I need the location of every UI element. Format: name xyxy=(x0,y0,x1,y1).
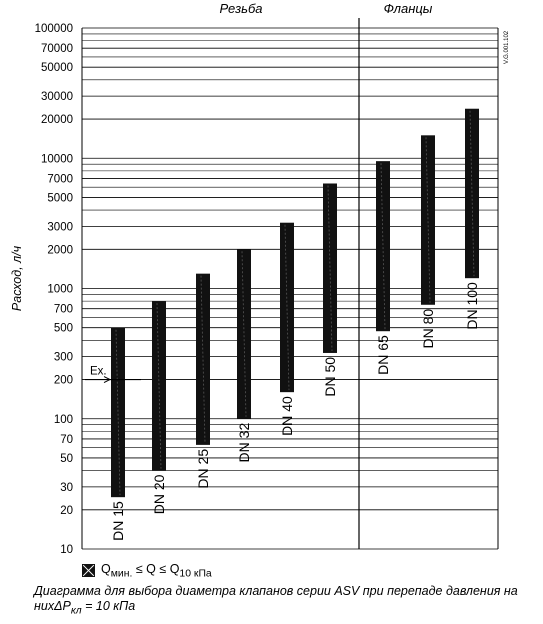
group-header-flange: Фланцы xyxy=(383,1,433,16)
y-tick-label: 500 xyxy=(53,322,73,335)
y-tick-label: 5000 xyxy=(47,192,73,205)
y-tick-label: 50000 xyxy=(41,62,73,75)
caption-delta-sub: кл xyxy=(70,605,82,617)
y-tick-label: 3000 xyxy=(47,221,73,234)
caption-delta: ΔP xyxy=(54,599,71,613)
category-label: DN 40 xyxy=(279,396,295,436)
y-tick-label: 100000 xyxy=(34,23,73,35)
category-label: DN 15 xyxy=(110,501,126,541)
category-label: DN 20 xyxy=(151,474,167,515)
range-bar xyxy=(196,274,210,445)
y-axis-label: Расход, л/ч xyxy=(10,245,24,312)
caption-text: Диаграмма для выбора диаметра клапанов серии ASV при перепаде давления на них xyxy=(34,584,518,613)
range-bar xyxy=(152,301,166,470)
category-label: DN 50 xyxy=(322,356,338,397)
y-tick-label: 20000 xyxy=(41,114,73,127)
y-tick-label: 700 xyxy=(53,303,73,316)
legend-text xyxy=(101,562,212,580)
legend-relation: ≤ Q ≤ xyxy=(132,562,170,576)
legend-swatch xyxy=(82,564,95,577)
y-tick-label: 70000 xyxy=(41,43,73,56)
range-bar xyxy=(111,328,125,497)
legend-q-min-sub: мин. xyxy=(110,568,133,580)
example-label: Ex. xyxy=(90,365,107,378)
document-code: V.G.001.102 xyxy=(504,30,510,64)
y-tick-label: 30000 xyxy=(41,91,73,104)
range-bar xyxy=(323,183,337,352)
range-bar xyxy=(421,135,435,304)
chart-caption xyxy=(34,584,534,619)
category-label: DN 100 xyxy=(464,282,480,330)
y-tick-label: 70 xyxy=(60,433,73,446)
y-tick-label: 7000 xyxy=(47,173,73,186)
range-bar xyxy=(237,249,251,418)
range-bar xyxy=(280,223,294,392)
y-tick-label: 50 xyxy=(60,452,73,465)
legend-q-max-sub: 10 кПа xyxy=(179,568,212,580)
category-label: DN 25 xyxy=(195,448,211,489)
group-header-thread: Резьба xyxy=(219,1,263,16)
y-tick-label: 2000 xyxy=(47,244,73,257)
category-label: DN 65 xyxy=(375,335,391,375)
legend-q-min: Q xyxy=(101,562,111,576)
range-bar xyxy=(376,161,390,331)
y-tick-label: 1000 xyxy=(47,283,73,296)
legend-q-max: Q xyxy=(169,562,180,576)
y-tick-label: 200 xyxy=(53,374,73,387)
y-tick-label: 100 xyxy=(53,413,73,426)
y-tick-label: 30 xyxy=(60,481,73,494)
y-tick-label: 20 xyxy=(60,504,73,517)
category-label: DN 32 xyxy=(236,422,252,463)
category-label: DN 80 xyxy=(420,308,436,349)
y-tick-label: 300 xyxy=(53,351,73,364)
legend xyxy=(82,562,212,580)
y-tick-label: 10 xyxy=(60,544,73,556)
y-tick-label: 10000 xyxy=(41,153,73,166)
caption-tail: = 10 кПа xyxy=(81,599,136,613)
